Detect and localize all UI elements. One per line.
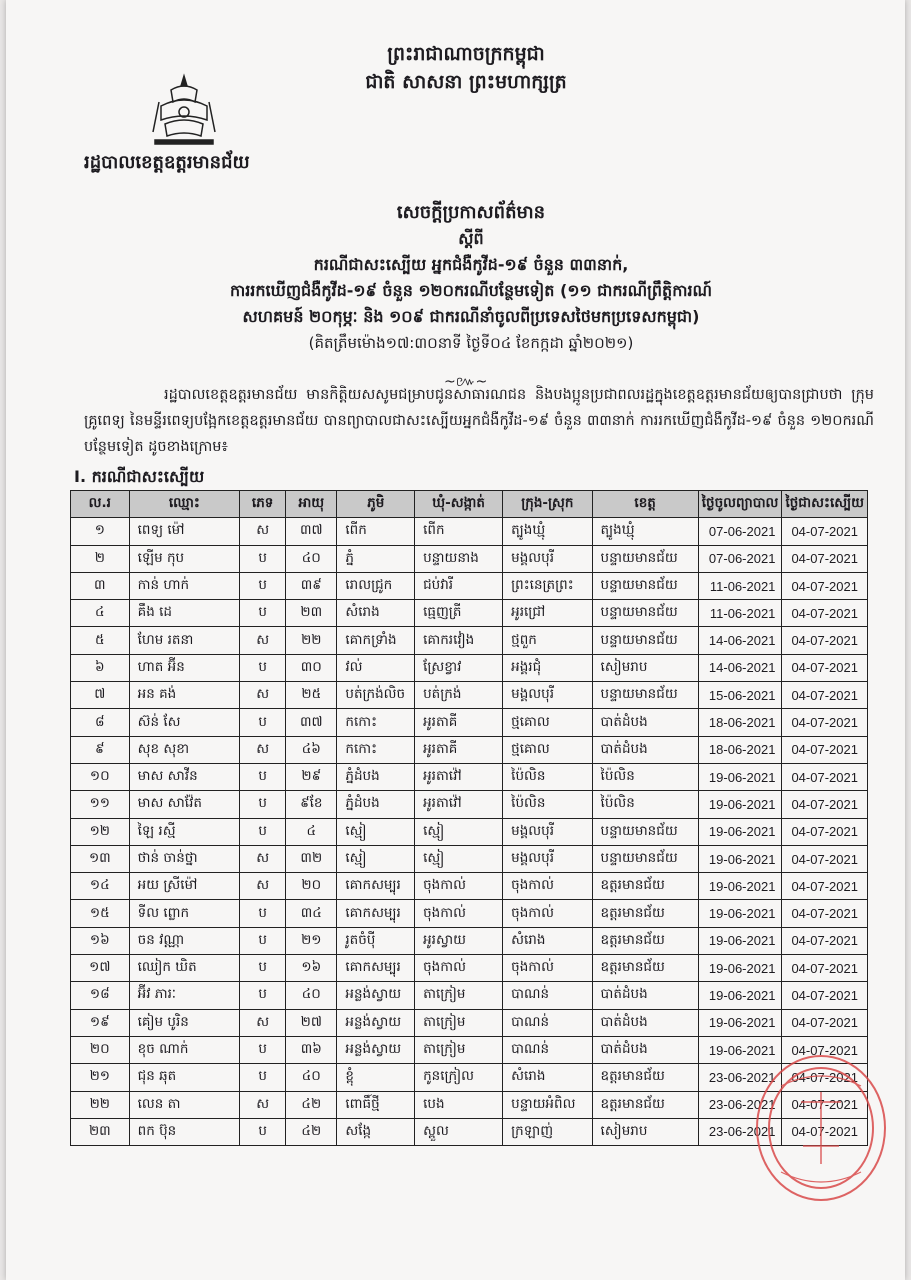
table-row (71, 763, 868, 790)
cell-recovery-date: 04-07-2021 (782, 791, 868, 818)
table-row (71, 1064, 868, 1091)
cell-patient-name: ខុច ណាក់ (129, 1036, 239, 1063)
section-title-recovered: I. ករណីជាសះស្បើយ (74, 467, 205, 486)
seal-text (6, 0, 7, 1)
cell-village: សង្កែ (337, 1118, 415, 1145)
cell-recovery-date: 04-07-2021 (782, 627, 868, 654)
table-row (71, 982, 868, 1009)
cell-province: ឧត្តរមានជ័យ (592, 927, 698, 954)
cell-age: ៣៧ (286, 709, 337, 736)
cell-district: បាណន់ (503, 982, 592, 1009)
cell-patient-name: ឈៀក ឃិត (129, 955, 239, 982)
cell-admission-date: 18-06-2021 (698, 736, 782, 763)
cell-recovery-date: 04-07-2021 (782, 1118, 868, 1145)
cell-recovery-date: 04-07-2021 (782, 1064, 868, 1091)
cell-province: បន្ទាយមានជ័យ (592, 572, 698, 599)
title-line-recovered: ករណីជាសះស្បើយ អ្នកជំងឺកូវីដ-១៩ ចំនួន ៣៣នាក់, (313, 255, 629, 274)
cell-age: ៤ (286, 818, 337, 845)
cell-age: ៤០ (286, 982, 337, 1009)
cell-commune: អូរតាវ៉ៅ (415, 791, 503, 818)
cell-recovery-date: 04-07-2021 (782, 927, 868, 954)
table-header-cell: អាយុ (286, 491, 337, 518)
cell-age: ២៧ (286, 1009, 337, 1036)
table-row (71, 900, 868, 927)
cell-gender: ប (240, 955, 286, 982)
table-row (71, 873, 868, 900)
cell-patient-name: ថាន់ ចាន់ថ្នា (129, 845, 239, 872)
table-row (71, 518, 868, 545)
cell-age: ៤២ (286, 1118, 337, 1145)
cell-village: ភ្នំដំបង (337, 763, 415, 790)
cell-commune: គោករវៀង (415, 627, 503, 654)
cell-row-number: ១៨ (71, 982, 130, 1009)
cell-recovery-date: 04-07-2021 (782, 982, 868, 1009)
cell-gender: ប (240, 1036, 286, 1063)
table-header-cell: ភេទ (240, 491, 286, 518)
cell-age: ៣០ (286, 654, 337, 681)
cell-gender: ស (240, 1091, 286, 1118)
document-page (6, 0, 905, 1280)
announcement-title (101, 200, 841, 356)
cell-gender: ប (240, 982, 286, 1009)
table-header-cell: ថ្ងៃចូលព្យាបាល (698, 491, 782, 518)
cell-province: ឧត្តរមានជ័យ (592, 900, 698, 927)
cell-commune: បន្ទាយនាង (415, 545, 503, 572)
table-row (71, 1009, 868, 1036)
cell-recovery-date: 04-07-2021 (782, 572, 868, 599)
cell-district: ប៉ៃលិន (503, 763, 592, 790)
cell-patient-name: អន គង់ (129, 682, 239, 709)
recovered-cases-table (70, 490, 868, 1146)
cell-patient-name: គឹង ដេ (129, 600, 239, 627)
cell-district: ក្រឡាញ់ (503, 1118, 592, 1145)
table-header-cell: ឃុំ-សង្កាត់ (415, 491, 503, 518)
cell-district: មង្គលបុរី (503, 682, 592, 709)
cell-row-number: ២០ (71, 1036, 130, 1063)
cell-district: ចុងកាល់ (503, 873, 592, 900)
cell-village: ភ្នំដំបង (337, 791, 415, 818)
cell-province: សៀមរាប (592, 1118, 698, 1145)
cell-commune: តាក្រៀម (415, 1036, 503, 1063)
cell-admission-date: 19-06-2021 (698, 1009, 782, 1036)
cell-province: បន្ទាយមានជ័យ (592, 627, 698, 654)
cell-commune: ស្មៀ (415, 845, 503, 872)
cell-province: បន្ទាយមានជ័យ (592, 545, 698, 572)
cell-patient-name: ហាត អ៊ីន (129, 654, 239, 681)
cell-recovery-date: 04-07-2021 (782, 845, 868, 872)
cell-admission-date: 23-06-2021 (698, 1091, 782, 1118)
cell-patient-name: ពក ប៊ុន (129, 1118, 239, 1145)
cell-row-number: ៥ (71, 627, 130, 654)
cell-age: ២២ (286, 627, 337, 654)
cell-commune: តាក្រៀម (415, 1009, 503, 1036)
cell-admission-date: 19-06-2021 (698, 1036, 782, 1063)
cell-recovery-date: 04-07-2021 (782, 1009, 868, 1036)
cell-village: ពោធិ៍ថ្មី (337, 1091, 415, 1118)
cell-admission-date: 11-06-2021 (698, 600, 782, 627)
table-header-cell: ឈ្មោះ (129, 491, 239, 518)
cell-gender: ប (240, 545, 286, 572)
cell-patient-name: ជុន ឆុត (129, 1064, 239, 1091)
title-about: ស្ដីពី (458, 229, 484, 248)
cell-recovery-date: 04-07-2021 (782, 1091, 868, 1118)
cell-district: ថ្មគោល (503, 709, 592, 736)
cell-row-number: ១៦ (71, 927, 130, 954)
cell-patient-name: ឡៃ រស្មី (129, 818, 239, 845)
cell-recovery-date: 04-07-2021 (782, 709, 868, 736)
cell-district: បាណន់ (503, 1036, 592, 1063)
table-header-cell: ភូមិ (337, 491, 415, 518)
cell-row-number: ៤ (71, 600, 130, 627)
cell-admission-date: 11-06-2021 (698, 572, 782, 599)
cell-commune: អូរតាគី (415, 736, 503, 763)
cell-province: ប៉ៃលិន (592, 763, 698, 790)
cell-gender: ស (240, 845, 286, 872)
cell-row-number: ១៧ (71, 955, 130, 982)
cell-commune: ចុងកាល់ (415, 873, 503, 900)
cell-district: ចុងកាល់ (503, 955, 592, 982)
cell-age: ៣៤ (286, 900, 337, 927)
cell-row-number: ១៣ (71, 845, 130, 872)
cell-age: ២៥ (286, 682, 337, 709)
cell-admission-date: 19-06-2021 (698, 955, 782, 982)
cell-commune: ចុងកាល់ (415, 955, 503, 982)
cell-row-number: ៩ (71, 736, 130, 763)
cell-recovery-date: 04-07-2021 (782, 600, 868, 627)
cell-village: កកោះ (337, 736, 415, 763)
cell-gender: ប (240, 818, 286, 845)
cell-province: សៀមរាប (592, 654, 698, 681)
table-row (71, 845, 868, 872)
cell-province: ឧត្តរមានជ័យ (592, 955, 698, 982)
cell-patient-name: គៀម បូរិន (129, 1009, 239, 1036)
cell-admission-date: 23-06-2021 (698, 1064, 782, 1091)
table-row (71, 572, 868, 599)
cell-district: ថ្មពួក (503, 627, 592, 654)
cell-patient-name: អ៊ីវ ភារៈ (129, 982, 239, 1009)
cell-district: អូរជ្រៅ (503, 600, 592, 627)
cell-village: ភ្នំ (337, 545, 415, 572)
cell-district: សំរោង (503, 1064, 592, 1091)
royal-emblem-icon (149, 72, 219, 148)
cell-province: បន្ទាយមានជ័យ (592, 682, 698, 709)
cell-province: ឧត្តរមានជ័យ (592, 1091, 698, 1118)
cell-row-number: ១០ (71, 763, 130, 790)
cell-gender: ស (240, 873, 286, 900)
cell-patient-name: ចន វណ្ណា (129, 927, 239, 954)
cell-commune: កូនក្រៀល (415, 1064, 503, 1091)
cell-admission-date: 19-06-2021 (698, 763, 782, 790)
cell-gender: ស (240, 518, 286, 545)
cell-recovery-date: 04-07-2021 (782, 682, 868, 709)
cell-row-number: ១៤ (71, 873, 130, 900)
cell-age: ៣៧ (286, 518, 337, 545)
table-row (71, 818, 868, 845)
cell-province: ប៉ៃលិន (592, 791, 698, 818)
cell-commune: ជប់វារី (415, 572, 503, 599)
cell-recovery-date: 04-07-2021 (782, 955, 868, 982)
cell-patient-name: ស៊ន់ សែ (129, 709, 239, 736)
cell-patient-name: សុខ សុខា (129, 736, 239, 763)
cell-village: ស្មៀ (337, 818, 415, 845)
cell-row-number: ២២ (71, 1091, 130, 1118)
cell-province: ឧត្តរមានជ័យ (592, 1064, 698, 1091)
cell-district: មង្គលបុរី (503, 845, 592, 872)
cell-district: ចុងកាល់ (503, 900, 592, 927)
cell-province: បន្ទាយមានជ័យ (592, 845, 698, 872)
cell-admission-date: 19-06-2021 (698, 845, 782, 872)
table-row (71, 600, 868, 627)
cell-recovery-date: 04-07-2021 (782, 1036, 868, 1063)
cell-village: សំរោង (337, 600, 415, 627)
cell-admission-date: 19-06-2021 (698, 873, 782, 900)
cell-admission-date: 07-06-2021 (698, 545, 782, 572)
cell-province: បន្ទាយមានជ័យ (592, 600, 698, 627)
cell-admission-date: 19-06-2021 (698, 791, 782, 818)
cell-commune: អូរតាគី (415, 709, 503, 736)
table-body (71, 518, 868, 1146)
cell-village: អន្លង់ស្វាយ (337, 1036, 415, 1063)
cell-village: គោកសម្បុរ (337, 955, 415, 982)
cell-admission-date: 23-06-2021 (698, 1118, 782, 1145)
body-paragraph: រដ្ឋបាលខេត្តឧត្តរមានជ័យ មានកិត្តិយសសូមជម្រាបជូនសាធារណជន និងបងប្អូនប្រជាពលរដ្ឋក្នុងខេត្តឧត្តរមានជ័យឲ្យបានជ្រាបថា ក្រុមគ្រូពេទ្យ នៃមន្ទីរពេទ្យបង្អែកខេត្តឧត្តរមានជ័យ បានព្យាបាលជាសះស្បើយអ្នកជំងឺកូវីដ-១៩ ចំនួន ៣៣នាក់ ការរកឃើញជំងឺកូវីដ-១៩ ចំនួន ១២០ករណីបន្ថែមទៀត ដូចខាងក្រោម៖ (84, 387, 874, 455)
cell-district: ប៉ៃលិន (503, 791, 592, 818)
table-header-cell: ខេត្ត (592, 491, 698, 518)
cell-gender: ស (240, 682, 286, 709)
table-row (71, 1118, 868, 1145)
cell-recovery-date: 04-07-2021 (782, 818, 868, 845)
cell-row-number: ១៥ (71, 900, 130, 927)
cell-recovery-date: 04-07-2021 (782, 763, 868, 790)
cell-gender: ស (240, 627, 286, 654)
cell-row-number: ៦ (71, 654, 130, 681)
cell-commune: ស្មៀ (415, 818, 503, 845)
cell-commune: ពើក (415, 518, 503, 545)
cell-province: បាត់ដំបង (592, 982, 698, 1009)
kingdom-header (256, 40, 676, 96)
cell-district: បន្ទាយអំពិល (503, 1091, 592, 1118)
table-header-cell: ថ្ងៃជាសះស្បើយ (782, 491, 868, 518)
cell-gender: ប (240, 709, 286, 736)
issuing-office: រដ្ឋបាលខេត្តឧត្តរមានជ័យ (84, 152, 250, 173)
cell-row-number: ៧ (71, 682, 130, 709)
cell-commune: អូរស្វាយ (415, 927, 503, 954)
cell-admission-date: 19-06-2021 (698, 927, 782, 954)
cell-commune: ស្រែខ្វាវ (415, 654, 503, 681)
cell-age: ៤២ (286, 1091, 337, 1118)
cell-row-number: ២ (71, 545, 130, 572)
cell-commune: ចុងកាល់ (415, 900, 503, 927)
cell-gender: ប (240, 1064, 286, 1091)
cell-row-number: ១២ (71, 818, 130, 845)
table-row (71, 955, 868, 982)
table-header-cell: ល.រ (71, 491, 130, 518)
cell-commune: អូរតាវ៉ៅ (415, 763, 503, 790)
cell-admission-date: 07-06-2021 (698, 518, 782, 545)
table-row (71, 709, 868, 736)
cell-gender: ប (240, 763, 286, 790)
cell-village: វល់ (337, 654, 415, 681)
cell-province: ត្បូងឃ្មុំ (592, 518, 698, 545)
cell-age: ៤៦ (286, 736, 337, 763)
cell-recovery-date: 04-07-2021 (782, 736, 868, 763)
cell-gender: ប (240, 791, 286, 818)
cell-age: ២៩ (286, 763, 337, 790)
cell-patient-name: លេន តា (129, 1091, 239, 1118)
cell-admission-date: 14-06-2021 (698, 654, 782, 681)
table-row (71, 627, 868, 654)
cell-village: រូតចំប៉ី (337, 927, 415, 954)
cell-village: រោលជ្រូក (337, 572, 415, 599)
cell-village: គោកទ្រាំង (337, 627, 415, 654)
cell-row-number: ២១ (71, 1064, 130, 1091)
cell-admission-date: 19-06-2021 (698, 982, 782, 1009)
cell-gender: ប (240, 572, 286, 599)
cell-village: គោកសម្បុរ (337, 900, 415, 927)
cell-district: បាណន់ (503, 1009, 592, 1036)
cell-admission-date: 19-06-2021 (698, 900, 782, 927)
cell-village: អន្លង់ស្វាយ (337, 982, 415, 1009)
cell-gender: ប (240, 654, 286, 681)
cell-age: ៣២ (286, 845, 337, 872)
cell-commune: ធ្មេញត្រី (415, 600, 503, 627)
table-header-cell: ក្រុង-ស្រុក (503, 491, 592, 518)
cell-gender: ប (240, 900, 286, 927)
cell-age: ៩ខែ (286, 791, 337, 818)
cell-row-number: ៨ (71, 709, 130, 736)
cell-village: កកោះ (337, 709, 415, 736)
cell-village: បត់ក្រង់លិច (337, 682, 415, 709)
cell-age: ២៣ (286, 600, 337, 627)
cell-province: ឧត្តរមានជ័យ (592, 873, 698, 900)
cell-village: ស្មៀ (337, 845, 415, 872)
cell-admission-date: 19-06-2021 (698, 818, 782, 845)
cell-district: ត្បូងឃ្មុំ (503, 518, 592, 545)
cell-age: ២១ (286, 927, 337, 954)
cell-gender: ប (240, 600, 286, 627)
cell-village: ពើក (337, 518, 415, 545)
cell-recovery-date: 04-07-2021 (782, 518, 868, 545)
cell-patient-name: មាស សាវ៉ែត (129, 791, 239, 818)
cell-age: ៤០ (286, 1064, 337, 1091)
cell-recovery-date: 04-07-2021 (782, 545, 868, 572)
cell-province: បាត់ដំបង (592, 1036, 698, 1063)
table-row (71, 736, 868, 763)
title-line-breakdown: សហគមន៍ ២០កុម្ភៈ និង ១០៩ ជាករណីនាំចូលពីប្រទេសថៃមកប្រទេសកម្ពុជា) (242, 307, 700, 326)
title-date: (គិតត្រឹមម៉ោង១៧:៣០នាទី ថ្ងៃទី០៤ ខែកក្កដា ឆ្នាំ២០២១) (308, 334, 634, 352)
cell-row-number: ២៣ (71, 1118, 130, 1145)
cell-row-number: ១ (71, 518, 130, 545)
cell-commune: បត់ក្រង់ (415, 682, 503, 709)
cell-patient-name: ពេទ្យ ម៉ៅ (129, 518, 239, 545)
cell-admission-date: 18-06-2021 (698, 709, 782, 736)
cell-patient-name: ហែម រតនា (129, 627, 239, 654)
cell-province: បាត់ដំបង (592, 736, 698, 763)
cell-patient-name: កាន់ ហាក់ (129, 572, 239, 599)
cell-age: ១៦ (286, 955, 337, 982)
cell-row-number: ១៩ (71, 1009, 130, 1036)
cell-age: ៣៦ (286, 1036, 337, 1063)
cell-gender: ស (240, 736, 286, 763)
cell-gender: ប (240, 927, 286, 954)
cell-row-number: ៣ (71, 572, 130, 599)
cell-province: បន្ទាយមានជ័យ (592, 818, 698, 845)
table-header-row (71, 491, 868, 518)
table-row (71, 1091, 868, 1118)
cell-patient-name: ទីល ព្លោក (129, 900, 239, 927)
cell-recovery-date: 04-07-2021 (782, 654, 868, 681)
table-row (71, 682, 868, 709)
table-row (71, 791, 868, 818)
cell-commune: តាក្រៀម (415, 982, 503, 1009)
cell-village: អន្លង់ស្វាយ (337, 1009, 415, 1036)
cell-district: មង្គលបុរី (503, 545, 592, 572)
cell-district: ថ្មគោល (503, 736, 592, 763)
cell-admission-date: 14-06-2021 (698, 627, 782, 654)
table-row (71, 1036, 868, 1063)
cell-village: ខ្ពុំ (337, 1064, 415, 1091)
cell-age: ២០ (286, 873, 337, 900)
nation-motto: ជាតិ សាសនា ព្រះមហាក្សត្រ (365, 71, 567, 93)
cell-patient-name: មាស សាវីន (129, 763, 239, 790)
cell-admission-date: 15-06-2021 (698, 682, 782, 709)
cell-province: បាត់ដំបង (592, 709, 698, 736)
cell-district: ព្រះនេត្រព្រះ (503, 572, 592, 599)
cell-age: ៤០ (286, 545, 337, 572)
table-row (71, 654, 868, 681)
cell-district: អង្គរជុំ (503, 654, 592, 681)
cell-recovery-date: 04-07-2021 (782, 873, 868, 900)
title-heading: សេចក្ដីប្រកាសព័ត៌មាន (396, 202, 546, 223)
table-row (71, 927, 868, 954)
title-line-new-cases: ការរកឃើញជំងឺកូវីដ-១៩ ចំនួន ១២០ករណីបន្ថែមទៀត (១១ ជាករណីព្រឹត្តិការណ៍ (229, 281, 713, 300)
table-row (71, 545, 868, 572)
cell-row-number: ១១ (71, 791, 130, 818)
cell-district: មង្គលបុរី (503, 818, 592, 845)
ornament-divider: ~៚~ (444, 374, 488, 390)
cell-commune: បេង (415, 1091, 503, 1118)
cell-province: បាត់ដំបង (592, 1009, 698, 1036)
kingdom-title: ព្រះរាជាណាចក្រកម្ពុជា (387, 43, 545, 65)
cell-gender: ប (240, 1118, 286, 1145)
cell-village: គោកសម្បុរ (337, 873, 415, 900)
cell-commune: ស្ពួល (415, 1118, 503, 1145)
cell-age: ៣៩ (286, 572, 337, 599)
cell-district: សំរោង (503, 927, 592, 954)
cell-recovery-date: 04-07-2021 (782, 900, 868, 927)
cell-patient-name: អយ ស្រីម៉ៅ (129, 873, 239, 900)
cell-patient-name: ឡើម កុប (129, 545, 239, 572)
cell-gender: ស (240, 1009, 286, 1036)
